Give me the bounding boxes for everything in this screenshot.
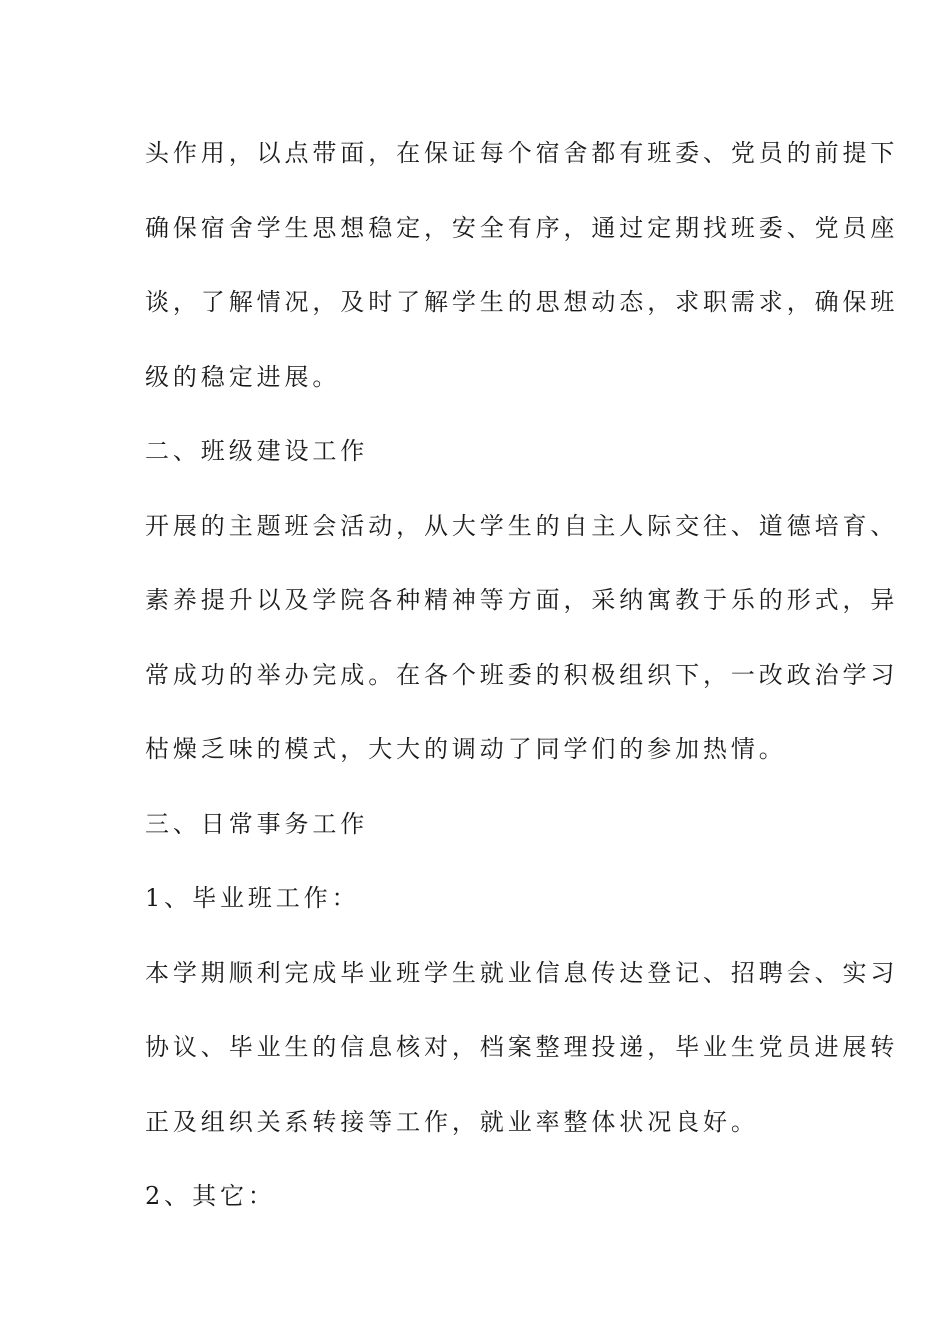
subsection-heading: 2、其它： xyxy=(145,1182,276,1210)
paragraph-line: 常成功的举办完成。在各个班委的积极组织下，一改政治学习 xyxy=(145,660,899,689)
section-heading: 二、班级建设工作 xyxy=(145,437,369,465)
paragraph-line: 谈，了解情况，及时了解学生的思想动态，求职需求，确保班 xyxy=(145,288,899,316)
section-heading: 三、日常事务工作 xyxy=(145,809,369,838)
paragraph-line: 级的稳定进展。 xyxy=(145,362,341,391)
paragraph-line: 本学期顺利完成毕业班学生就业信息传达登记、招聘会、实习 xyxy=(145,958,899,987)
paragraph-line: 素养提升以及学院各种精神等方面，采纳寓教于乐的形式，异 xyxy=(145,586,899,614)
subsection-heading: 1、毕业班工作： xyxy=(145,884,360,912)
document-body xyxy=(145,131,899,1249)
paragraph-line: 头作用，以点带面，在保证每个宿舍都有班委、党员的前提下 xyxy=(145,139,899,167)
paragraph-line: 正及组织关系转接等工作，就业率整体状况良好。 xyxy=(145,1107,759,1136)
paragraph-line: 协议、毕业生的信息核对，档案整理投递，毕业生党员进展转 xyxy=(145,1033,899,1061)
paragraph-line: 确保宿舍学生思想稳定，安全有序，通过定期找班委、党员座 xyxy=(145,213,899,242)
paragraph-line: 枯燥乏味的模式，大大的调动了同学们的参加热情。 xyxy=(145,735,787,763)
paragraph-line: 开展的主题班会活动，从大学生的自主人际交往、道德培育、 xyxy=(145,511,899,540)
